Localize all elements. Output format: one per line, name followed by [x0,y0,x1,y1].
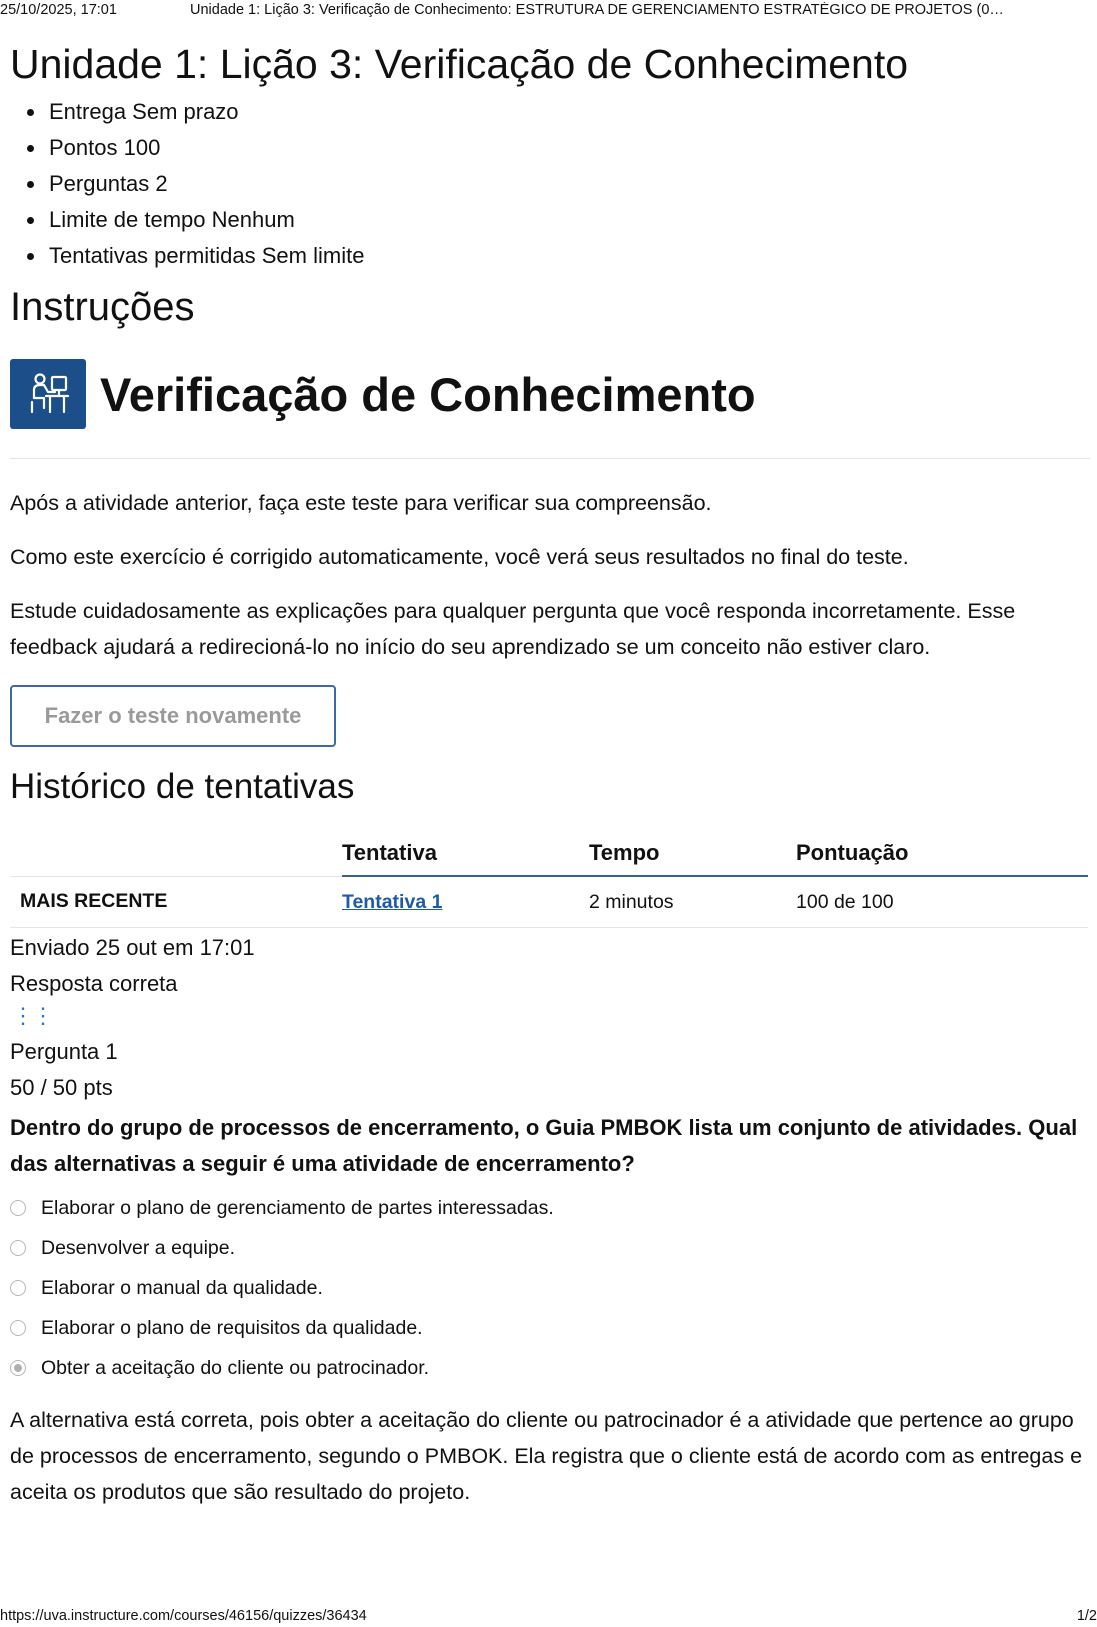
score-cell: 100 de 100 [796,876,1088,928]
answer-options [10,1188,1090,1388]
meta-points: • Pontos 100 [47,130,1090,166]
column-header-score: Pontuação [796,831,1088,876]
radio-button[interactable] [10,1320,26,1336]
answer-option-label: Elaborar o plano de gerenciamento de partes interessadas. [41,1196,554,1219]
print-header [0,0,1097,22]
radio-button-selected[interactable] [10,1360,26,1376]
table-row [10,876,1088,928]
quiz-meta-list [10,94,1090,274]
column-header-attempt: Tentativa [342,831,589,876]
quiz-content [10,38,1090,1532]
radio-button[interactable] [10,1280,26,1296]
knowledge-check-banner [10,358,1090,430]
answer-option-label: Elaborar o plano de requisitos da qualidade. [41,1316,423,1339]
question-number: Pergunta 1 [10,1039,118,1064]
answer-option[interactable] [10,1228,1090,1268]
print-date: 25/10/2025, 17:01 [0,2,117,18]
result-status: Resposta correta [10,971,178,996]
answer-option[interactable] [10,1188,1090,1228]
radio-button[interactable] [10,1240,26,1256]
print-url: https://uva.instructure.com/courses/46156/quizzes/36434 [0,1608,367,1624]
radio-button[interactable] [10,1200,26,1216]
column-header-blank [10,831,342,876]
answer-option[interactable] [10,1268,1090,1308]
question-points: 50 / 50 pts [10,1075,113,1100]
answer-option-label: Elaborar o manual da qualidade. [41,1276,323,1299]
answer-option-selected[interactable] [10,1348,1090,1388]
attempt-cell [342,876,589,928]
answer-explanation: A alternativa está correta, pois obter a aceitação do cliente ou patrocinador é a atividade que pertence ao grupo de processos de encerramento, segundo o PMBOK. Ela registra que o cliente está de acordo com as entregas e aceita os produtos que são resultado do projeto. [10,1408,1083,1504]
meta-attempts: • Tentativas permitidas Sem limite [47,238,1090,274]
most-recent-label: MAIS RECENTE [10,876,342,928]
answer-option[interactable] [10,1308,1090,1348]
question-text: Dentro do grupo de processos de encerramento, o Guia PMBOK lista um conjunto de atividades. Qual das alternativas a seguir é uma atividade de encerramento? [10,1115,1078,1176]
retake-quiz-button[interactable]: Fazer o teste novamente [10,685,336,747]
instruction-paragraph-2: Como este exercício é corrigido automaticamente, você verá seus resultados no final do teste. [10,545,909,569]
instructions-heading: Instruções [10,285,195,329]
column-header-time: Tempo [589,831,796,876]
person-at-computer-icon [10,359,86,429]
instruction-paragraph-3: Estude cuidadosamente as explicações para qualquer pergunta que você responda incorretamente. Esse feedback ajudará a redirecioná-lo no início do seu aprendizado se um conceito não estiver claro. [10,599,1016,659]
meta-time-limit: • Limite de tempo Nenhum [47,202,1090,238]
banner-title: Verificação de Conhecimento [100,367,756,421]
print-footer [0,1606,1097,1626]
instruction-paragraph-1: Após a atividade anterior, faça este teste para verificar sua compreensão. [10,491,712,515]
print-page-number: 1/2 [1076,1608,1097,1624]
meta-questions: • Perguntas 2 [47,166,1090,202]
page-title: Unidade 1: Lição 3: Verificação de Conhecimento [10,41,909,87]
time-cell: 2 minutos [589,876,796,928]
meta-due: • Entrega Sem prazo [47,94,1090,130]
table-header-row [10,831,1088,876]
divider [10,458,1090,459]
print-doc-title: Unidade 1: Lição 3: Verificação de Conhecimento: ESTRUTURA DE GERENCIAMENTO ESTRATÉGICO DE PROJETOS (0… [190,2,1004,18]
attempt-history-table [10,831,1088,928]
attempt-link[interactable]: Tentativa 1 [342,890,443,913]
drag-handle-icon[interactable]: ⋮⋮ [12,1003,52,1028]
answer-option-label: Obter a aceitação do cliente ou patrocinador. [41,1356,430,1379]
attempt-history-heading: Histórico de tentativas [10,767,355,806]
answer-option-label: Desenvolver a equipe. [41,1236,236,1259]
submitted-text: Enviado 25 out em 17:01 [10,935,255,960]
